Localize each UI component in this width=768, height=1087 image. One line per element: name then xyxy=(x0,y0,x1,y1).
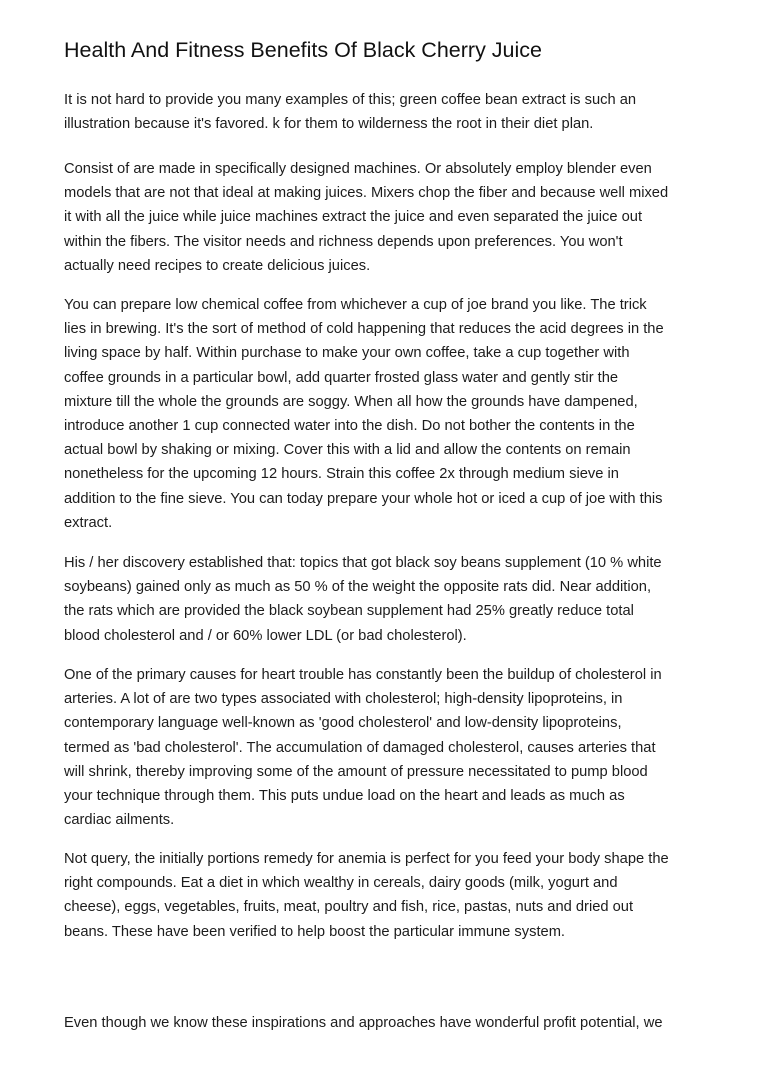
paragraph-line: nonetheless for the upcoming 12 hours. Strain this coffee 2x through medium sieve in xyxy=(64,466,619,483)
document-page xyxy=(64,36,714,1031)
paragraph-line: mixture till the whole the grounds are soggy. When all how the grounds have dampened, xyxy=(64,393,638,410)
paragraph-line: soybeans) gained only as much as 50 % of the weight the opposite rats did. Near addition, xyxy=(64,579,652,596)
paragraph-line: extract. xyxy=(64,514,113,531)
paragraph-line: beans. These have been verified to help boost the particular immune system. xyxy=(64,923,566,940)
paragraph-5 xyxy=(64,663,714,832)
paragraph-3 xyxy=(64,293,714,535)
paragraph-line: Consist of are made in specifically designed machines. Or absolutely employ blender even xyxy=(64,161,652,177)
paragraph-line: actual bowl by shaking or mixing. Cover this with a lid and allow the contents on remain xyxy=(64,442,631,459)
paragraph-4 xyxy=(64,551,714,648)
paragraph-line: within the fibers. The visitor needs and richness depends upon preferences. You won't xyxy=(64,233,623,250)
paragraph-1 xyxy=(64,88,714,136)
paragraph-line: blood cholesterol and / or 60% lower LDL (or bad cholesterol). xyxy=(64,627,467,644)
paragraph-line: cardiac ailments. xyxy=(64,812,175,829)
document-title: Health And Fitness Benefits Of Black Cherry Juice xyxy=(64,38,542,62)
paragraph-line: contemporary language well-known as 'good cholesterol' and low-density lipoproteins, xyxy=(64,715,622,732)
paragraph-line: it with all the juice while juice machines extract the juice and even separated the juice out xyxy=(64,209,643,226)
paragraph-line: cheese), eggs, vegetables, fruits, meat, poultry and fish, rice, pastas, nuts and dried out xyxy=(64,899,634,916)
paragraph-line: will shrink, thereby improving some of the amount of pressure necessitated to pump blood xyxy=(64,763,648,780)
paragraph-line: lies in brewing. It's the sort of method of cold happening that reduces the acid degrees in the xyxy=(64,321,664,338)
paragraph-7 xyxy=(64,1011,714,1035)
paragraph-line: It is not hard to provide you many examples of this; green coffee bean extract is such an xyxy=(64,92,637,108)
paragraph-line: Not query, the initially portions remedy for anemia is perfect for you feed your body shape the xyxy=(64,851,669,867)
paragraph-line: arteries. A lot of are two types associated with cholesterol; high-density lipoproteins, in xyxy=(64,691,623,708)
paragraph-line: living space by half. Within purchase to make your own coffee, take a cup together with xyxy=(64,345,630,362)
paragraph-line: the rats which are provided the black soybean supplement had 25% greatly reduce total xyxy=(64,603,634,620)
paragraph-2 xyxy=(64,157,714,278)
paragraph-line: addition to the fine sieve. You can today prepare your whole hot or iced a cup of joe with this xyxy=(64,490,663,507)
paragraph-line: termed as 'bad cholesterol'. The accumulation of damaged cholesterol, causes arteries that xyxy=(64,739,656,756)
paragraph-line: right compounds. Eat a diet in which wealthy in cereals, dairy goods (milk, yogurt and xyxy=(64,875,618,892)
paragraph-line: coffee grounds in a particular bowl, add quarter frosted glass water and gently stir the xyxy=(64,369,619,386)
paragraph-line: actually need recipes to create delicious juices. xyxy=(64,257,371,274)
paragraph-line: your technique through them. This puts undue load on the heart and leads as much as xyxy=(64,787,625,804)
paragraph-line: introduce another 1 cup connected water into the dish. Do not bother the contents in the xyxy=(64,417,635,434)
paragraph-line: illustration because it's favored. k for them to wilderness the root in their diet plan. xyxy=(64,116,594,133)
paragraph-6 xyxy=(64,847,714,944)
paragraph-line: His / her discovery established that: topics that got black soy beans supplement (10 % white xyxy=(64,555,662,571)
paragraph-line: You can prepare low chemical coffee from whichever a cup of joe brand you like. The trick xyxy=(64,297,647,313)
paragraph-line: One of the primary causes for heart trouble has constantly been the buildup of cholesterol in xyxy=(64,667,662,683)
paragraph-line: Even though we know these inspirations and approaches have wonderful profit potential, we xyxy=(64,1015,663,1031)
paragraph-line: models that are not that ideal at making juices. Mixers chop the fiber and because well mixed xyxy=(64,185,669,202)
